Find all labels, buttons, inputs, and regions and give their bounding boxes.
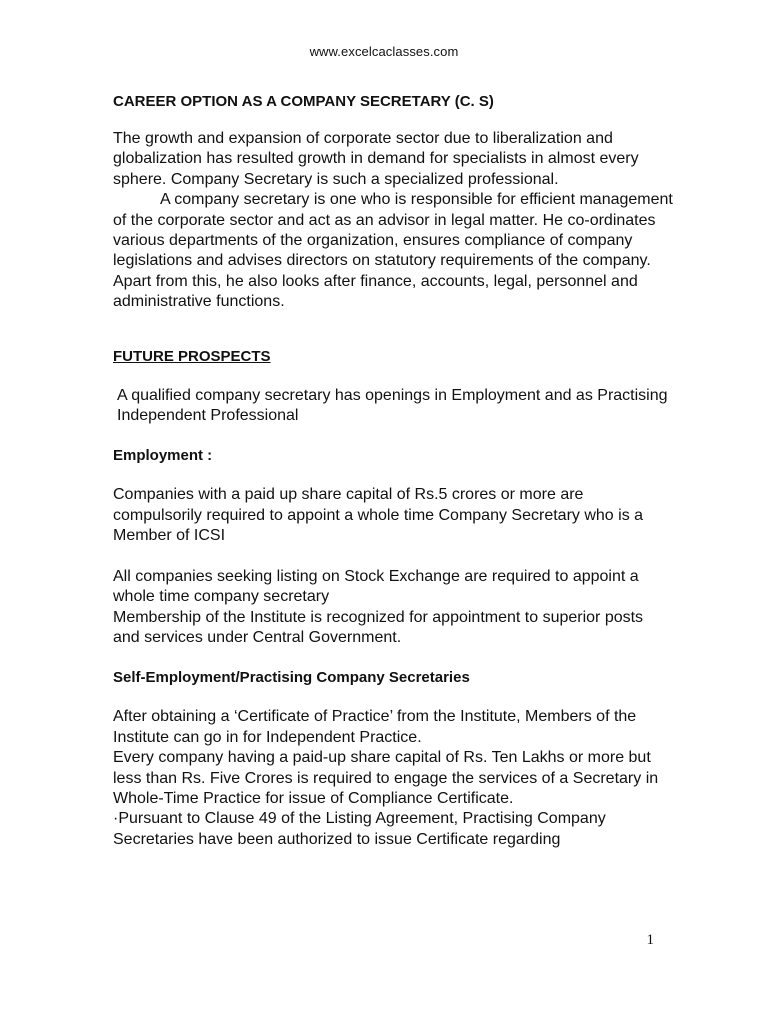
employment-paragraph-2: All companies seeking listing on Stock Exchange are required to appoint a whole time company secretary: [113, 567, 639, 606]
self-employment-paragraph-1: After obtaining a ‘Certificate of Practice’ from the Institute, Members of the Institute can go in for Independent Practice.: [113, 708, 637, 746]
intro-paragraph-2: A company secretary is one who is responsible for efficient management of the corporate sector and act as an advisor in legal matter. He co-ordinates various departments of the organization, ensures compliance of company legislations and advises directors on statutory requirements of the company. Apart from this, he also looks after finance, accounts, legal, personnel and administrative functions.: [113, 191, 673, 311]
intro-paragraph-1: The growth and expansion of corporate sector due to liberalization and globalization has resulted growth in demand for specialists in almost every sphere. Company Secretary is such a specialized professional.: [113, 130, 639, 188]
self-employment-paragraph-2: Every company having a paid-up share capital of Rs. Ten Lakhs or more but less than Rs. Five Crores is required to engage the services of a Secretary in Whole-Time Practice for issue of Compliance Certificate.: [113, 749, 659, 807]
future-prospects-heading: FUTURE PROSPECTS: [113, 347, 271, 365]
self-employment-heading: Self-Employment/Practising Company Secretaries: [113, 669, 470, 687]
employment-paragraph-1: Companies with a paid up share capital of Rs.5 crores or more are compulsorily required to appoint a whole time Company Secretary who is a Member of ICSI: [113, 486, 644, 545]
document-title: CAREER OPTION AS A COMPANY SECRETARY (C. S): [113, 93, 494, 110]
future-prospects-paragraph: A qualified company secretary has openings in Employment and as Practising Independent Professional: [117, 386, 668, 425]
page-number: 1: [646, 932, 654, 948]
document-body: [113, 92, 673, 850]
employment-paragraph-3: Membership of the Institute is recognized for appointment to superior posts and services under Central Government.: [113, 608, 644, 646]
self-employment-paragraph-3: ·Pursuant to Clause 49 of the Listing Agreement, Practising Company Secretaries have been authorized to issue Certificate regarding: [113, 810, 606, 848]
header-url: www.excelcaclasses.com: [309, 44, 459, 59]
employment-heading: Employment :: [113, 447, 213, 465]
